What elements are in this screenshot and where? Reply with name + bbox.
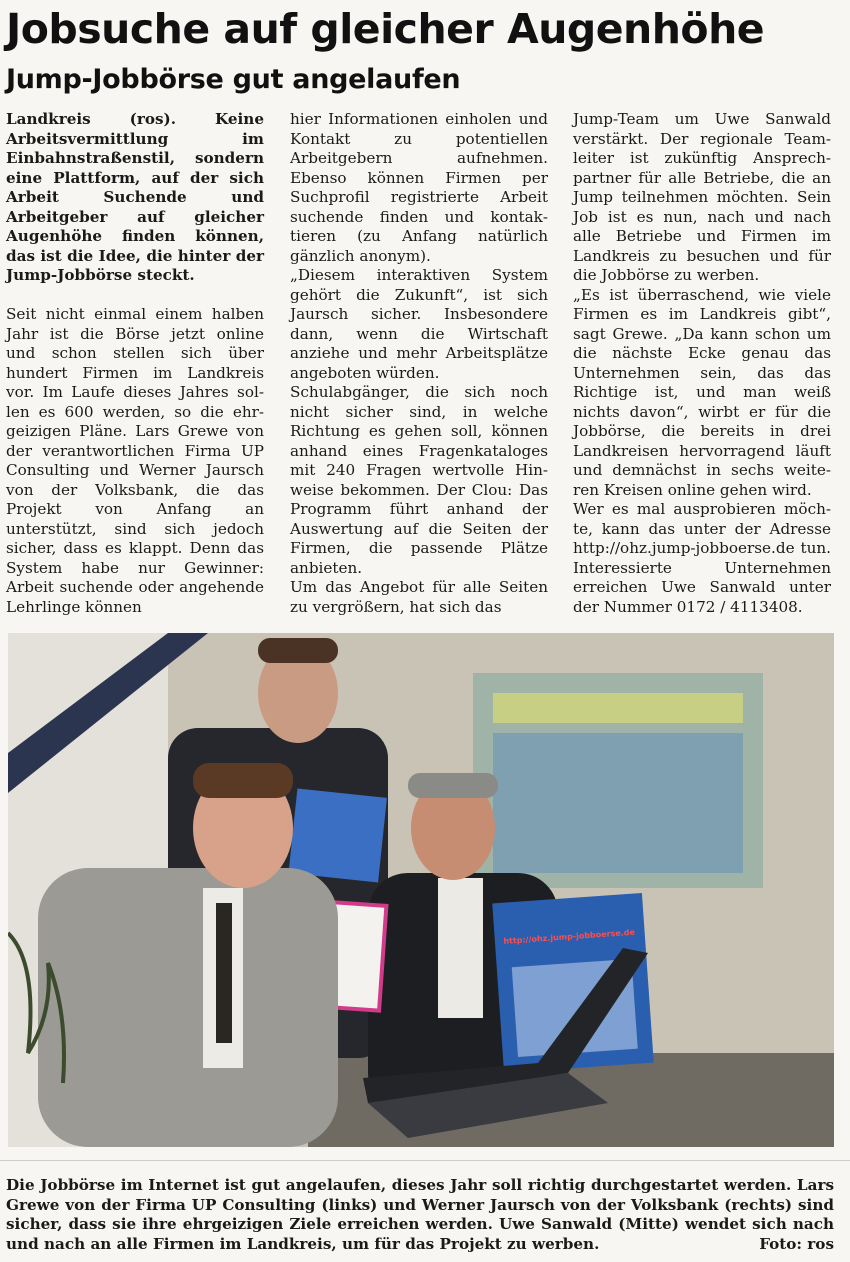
article-lead: Landkreis (ros). Keine Arbeitsvermittlung im Einbahnstraßenstil, sondern eine Plattform, auf der sich Arbeit Suchende und Arbeitgeber auf gleicher Augenhöhe finden können, das ist die Idee, die hinter der Jump-Jobbörse steckt.	[6, 110, 264, 284]
article-column-1	[6, 110, 264, 617]
projection-content	[493, 733, 743, 873]
caption-divider	[0, 1160, 850, 1161]
person-middle-hair	[258, 638, 338, 663]
article-paragraph: „Diesem interaktiven System gehört die Zukunft“, ist sich Jaursch sicher. Insbesondere dann, wenn die Wirtschaft anziehe und mehr Arbeitsplätze angeboten würden.	[290, 266, 548, 382]
article-paragraph: Schulabgänger, die sich noch nicht sicher sind, in welche Richtung es gehen soll, können anhand eines Fragenkataloges mit 240 Fragen wertvolle Hinweise bekommen. Der Clou: Das Programm führt anhand der Auswertung auf die Seiten der Firmen, die passende Plätze anbieten.	[290, 383, 548, 577]
article-paragraph: Wer es mal ausprobieren möchte, kann das unter der Adresse http://ohz.jump-jobboerse.de tun. Interessierte Unternehmen erreichen Uwe Sanwald unter der Nummer 0172 / 4113408.	[573, 500, 831, 616]
article-paragraph: Um das Angebot für alle Seiten zu vergrößern, hat sich das	[290, 578, 548, 616]
person-left-tie	[216, 903, 232, 1043]
brochure-blue	[289, 789, 387, 883]
photo-caption	[6, 1176, 834, 1254]
poster-url-text: http://ohz.jump-jobboerse.de	[503, 927, 636, 946]
person-left-jacket	[38, 868, 338, 1147]
article-photo	[8, 633, 834, 1147]
article-column-2	[290, 110, 548, 617]
projection-header	[493, 693, 743, 723]
article-column-3	[573, 110, 831, 617]
person-right-shirt	[438, 878, 483, 1018]
caption-text: Die Jobbörse im Internet ist gut angelaufen, dieses Jahr soll richtig durchgestartet werden. Lars Grewe von der Firma UP Consulting (links) und Werner Jaursch von der Volksbank (rechts) sind sicher, dass sie ihre ehrgeizigen Ziele erreichen werden. Uwe Sanwald (Mitte) wendet sich nach und nach an alle Firmen im Landkreis, um für das Projekt zu werben.	[6, 1176, 834, 1253]
article-paragraph: Seit nicht einmal einem halben Jahr ist die Börse jetzt online und schon stellen sich über hundert Firmen im Landkreis vor. Im Laufe dieses Jahres sollen es 600 werden, so die ehrgeizigen Pläne. Lars Grewe von der verantwortlichen Firma UP Consulting und Werner Jaursch von der Volksbank, die das Projekt von Anfang an unterstützt, sind sich jedoch sicher, dass es klappt. Denn das System habe nur Gewinner: Arbeit suchende oder angehende Lehrlinge können	[6, 305, 264, 616]
article-paragraph: „Es ist überraschend, wie viele Firmen es im Landkreis gibt“, sagt Grewe. „Da kann schon um die nächste Ecke genau das Unternehmen sein, das das Richtige ist, und man weiß nichts davon“, wirbt er für die Jobbörse, die bereits in drei Landkreisen hervorragend läuft und demnächst in sechs weiteren Kreisen online gehen wird.	[573, 285, 831, 499]
photo-credit: Foto: ros	[759, 1234, 834, 1253]
article-paragraph: hier Informationen einholen und Kontakt zu potentiellen Arbeitgebern aufnehmen. Ebenso können Firmen per Suchprofil registrierte Arbeit suchende finden und kontaktieren (zu Anfang natürlich gänzlich anonym).	[290, 110, 548, 265]
person-right-hair	[408, 773, 498, 798]
article-subheadline: Jump-Jobbörse gut angelaufen	[6, 64, 461, 95]
article-paragraph: Jump-Team um Uwe Sanwald verstärkt. Der regionale Teamleiter ist zukünftig Ansprechpartner für alle Betriebe, die an Jump teilnehmen möchten. Sein Job ist es nun, nach und nach alle Betriebe und Firmen im Landkreis zu besuchen und für die Jobbörse zu werben.	[573, 110, 831, 284]
person-left-hair	[193, 763, 293, 798]
article-headline: Jobsuche auf gleicher Augenhöhe	[6, 5, 765, 53]
photo-illustration	[8, 633, 834, 1147]
